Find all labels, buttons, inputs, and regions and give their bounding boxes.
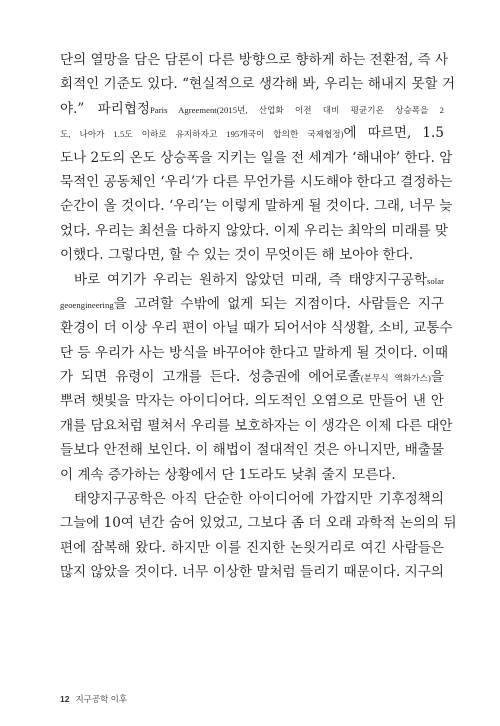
text-segment: 에 따르면, 1.5: [343, 125, 444, 142]
small-text: Paris Agreement: [150, 104, 217, 115]
text-line: [60, 365, 444, 389]
text-line: [60, 268, 444, 292]
text-line: 그늘에 10여 년간 숨어 있었고, 그보다 좀 더 오래 과학적 논의의 뒤: [60, 515, 457, 532]
text-line: [60, 97, 444, 121]
small-text: solar: [427, 275, 444, 286]
text-segment: 야.” 파리협정: [60, 100, 151, 117]
body-text: [60, 48, 457, 585]
text-line: 순간이 올 것이다. ‘우리’는 이렇게 말하게 될 것이다. 그래, 너무 늦: [60, 198, 453, 215]
text-line: 환경이 더 이상 우리 편이 아닐 때가 되어서야 식생활, 소비, 교통수: [60, 320, 453, 337]
text-line: 었다. 우리는 최선을 다하지 않았다. 이제 우리는 최악의 미래를 맞: [60, 222, 449, 239]
text-segment: 바로 여기가 우리는 원하지 않았던 미래, 즉 태양지구공학: [74, 271, 428, 288]
text-line: [60, 292, 444, 316]
running-title: 지구공학 이후: [75, 694, 128, 704]
text-line: 회적인 기준도 있다. “현실적으로 생각해 봐, 우리는 해내지 못할 거: [60, 76, 456, 93]
text-line: 많지 않았을 것이다. 너무 이상한 말처럼 들리기 때문이다. 지구의: [60, 564, 444, 581]
text-line: 묵적인 공동체인 ‘우리’가 다른 무언가를 시도해야 한다고 결정하는: [60, 173, 453, 190]
text-line: 뿌려 햇빛을 막자는 아이디어다. 의도적인 오염으로 만들어 낸 안: [60, 393, 444, 410]
text-line: 이했다. 그렇다면, 할 수 있는 것이 무엇이든 해 보아야 한다.: [60, 247, 414, 264]
paragraph: [60, 268, 453, 488]
paragraph: [60, 487, 457, 585]
page-number: 12: [60, 694, 70, 704]
text-line: 도나 2도의 온도 상승폭을 지키는 일을 전 세계가 ‘해내야’ 한다. 암: [60, 149, 453, 166]
text-line: 이 계속 증가하는 상황에서 단 1도라도 낮춰 줄지 모른다.: [60, 466, 396, 483]
text-line: 편에 잠복해 왔다. 하지만 이를 진지한 논읫거리로 여긴 사람들은: [60, 539, 444, 556]
page-footer: [60, 693, 127, 707]
small-text: (분무식 액화가스): [360, 373, 431, 384]
text-segment: 가 되면 유령이 고개를 든다. 성층권에 에어로졸: [60, 369, 361, 386]
small-text: geoengineering: [60, 299, 114, 310]
paragraph: [60, 48, 456, 268]
text-segment: 을 고려할 수밖에 없게 되는 지점이다. 사람들은 지구: [113, 295, 444, 312]
small-text: (2015년, 산업화 이전 대비 평균기온 상승폭을 2: [216, 104, 444, 115]
text-segment: 을: [430, 369, 445, 386]
text-line: 개를 담요처럼 펼쳐서 우리를 보호하자는 이 생각은 이제 다른 대안: [60, 417, 453, 434]
text-line: 태양지구공학은 아직 단순한 아이디어에 가깝지만 기후정책의: [74, 491, 444, 508]
text-line: [60, 121, 444, 145]
text-line: 단의 열망을 담은 담론이 다른 방향으로 향하게 하는 전환점, 즉 사: [60, 52, 449, 68]
small-text: 도, 나아가 1.5도 이하로 유지하자고 195개국이 합의한 국제협정): [60, 129, 344, 140]
text-line: 단 등 우리가 사는 방식을 바꾸어야 한다고 말하게 될 것이다. 이때: [60, 344, 449, 361]
text-line: 들보다 안전해 보인다. 이 해법이 절대적인 것은 아니지만, 배출물: [60, 442, 444, 459]
